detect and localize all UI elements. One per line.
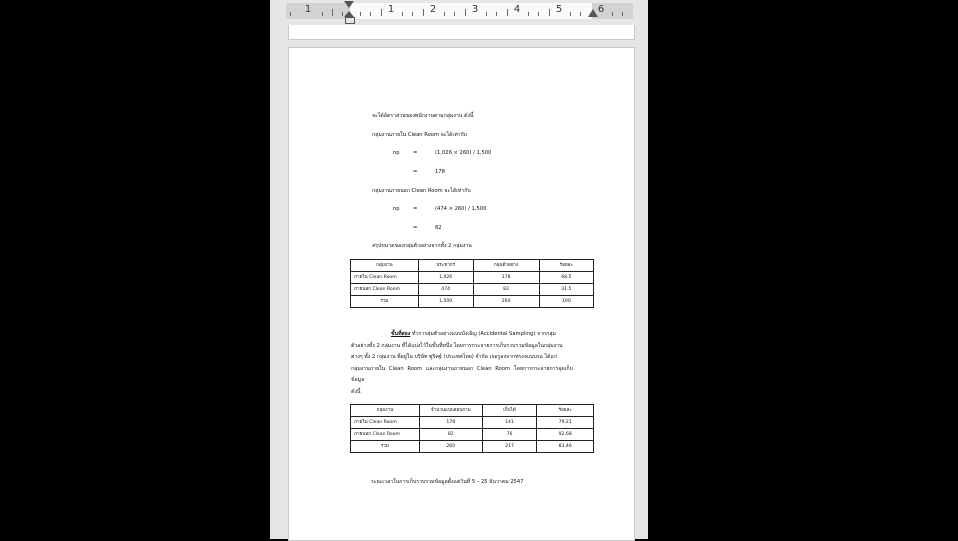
group1-label: กลุ่มงานภายใน Clean Room จะได้เท่ากับ <box>372 132 467 138</box>
table-row <box>351 429 594 441</box>
ruler-tick <box>528 12 529 16</box>
calc1-eq: = <box>413 150 418 156</box>
calc2-formula: (474 × 260) / 1,500 <box>435 206 487 212</box>
stage-two-paragraph <box>351 329 573 398</box>
intro-text: จะได้อัตราส่วนของพนักงานตามกลุ่มงาน ดังนี้ <box>372 113 474 119</box>
collection-period-text: ระยะเวลาในการเก็บรวบรวมข้อมูลตั้งแต่วันที่ 5 – 25 ธันวาคม 2547 <box>371 479 524 485</box>
table-cell: 82 <box>419 429 482 441</box>
table-row <box>351 441 594 453</box>
ruler-tick <box>332 9 333 16</box>
ruler-tick <box>322 12 323 16</box>
table-cell: 82 <box>473 284 539 296</box>
ruler-number: 4 <box>513 4 521 15</box>
ruler-tick <box>486 12 487 16</box>
ruler-tick <box>290 12 291 16</box>
table-header: กลุ่มงาน <box>351 405 420 417</box>
ruler-tick <box>370 12 371 16</box>
ruler-number: 6 <box>597 4 605 15</box>
ruler-tick <box>360 12 361 16</box>
table-cell: 76 <box>482 429 537 441</box>
calc1-result: 178 <box>435 169 445 175</box>
ruler-tick <box>412 12 413 16</box>
table-header: เก็บได้ <box>482 405 537 417</box>
group2-label: กลุ่มงานภายนอก Clean Room จะได้เท่ากับ <box>372 188 471 194</box>
ruler-tick <box>342 12 343 16</box>
table-cell: 178 <box>473 272 539 284</box>
calc1-var: np <box>393 150 400 156</box>
table-cell: 92.68 <box>537 429 594 441</box>
document-page[interactable] <box>288 47 635 541</box>
table-cell: ภายใน Clean Room <box>351 272 419 284</box>
calc2-eq2: = <box>413 225 418 231</box>
calc2-var: np <box>393 206 400 212</box>
ruler-tick <box>381 9 382 16</box>
table-cell: 1,500 <box>418 296 473 308</box>
table-cell: 79.21 <box>537 417 594 429</box>
previous-page-bottom <box>288 25 635 40</box>
table-header: กลุ่มงาน <box>351 260 419 272</box>
ruler-number: 1 <box>387 4 395 15</box>
table-header: กลุ่มตัวอย่าง <box>473 260 539 272</box>
table-header: จำนวนแบบสอบถาม <box>419 405 482 417</box>
table-row <box>351 296 594 308</box>
ruler-tick <box>549 9 550 16</box>
calc1-formula: (1,026 × 260) / 1,500 <box>435 150 492 156</box>
ruler-tick <box>402 12 403 16</box>
ruler-number: 5 <box>555 4 563 15</box>
sample-size-table <box>350 259 594 308</box>
table-cell: ภายใน Clean Room <box>351 417 420 429</box>
ruler-tick <box>465 9 466 16</box>
calc2-result: 82 <box>435 225 442 231</box>
ruler-number: 1 <box>304 4 312 15</box>
ruler-number: 3 <box>471 4 479 15</box>
paragraph-line: ต่างๆ ทั้ง 2 กลุ่มงาน ที่อยู่ใน บริษัท ซูริคฐ์ (ประเทศไทย) จำกัด เจอรูลงจากทรงจแบบรแ ได้แก่ <box>351 354 558 360</box>
ruler-number: 2 <box>429 4 437 15</box>
ruler-tick <box>507 9 508 16</box>
stage-two-heading: ขั้นที่สอง <box>391 331 411 337</box>
table-cell: 100 <box>539 296 593 308</box>
calc1-eq2: = <box>413 169 418 175</box>
questionnaire-table <box>350 404 594 453</box>
table-cell: ภายนอก Clean Room <box>351 284 419 296</box>
table-cell: 31.5 <box>539 284 593 296</box>
paragraph-line: ทำการสุ่มตัวอย่างแบบบังเอิญ (Accidental Sampling) จากกลุ่ม <box>411 331 556 337</box>
table-cell: รวม <box>351 441 420 453</box>
ruler-tick <box>444 12 445 16</box>
calc2-eq: = <box>413 206 418 212</box>
ruler-tick <box>612 12 613 16</box>
ruler-tick <box>580 12 581 16</box>
table-cell: 83.46 <box>537 441 594 453</box>
ruler-tick <box>622 12 623 16</box>
first-line-indent-marker[interactable] <box>344 1 354 8</box>
ruler-tick <box>496 12 497 16</box>
table-cell: 474 <box>418 284 473 296</box>
table-cell: 178 <box>419 417 482 429</box>
table-header-row <box>351 405 594 417</box>
paragraph-line: กลุ่มงานภายใน Clean Room และกลุ่มงานภายนอก Clean Room โดยการกระจายการจุดเก็บข้อมูล <box>351 365 573 383</box>
ruler-tick <box>570 12 571 16</box>
ruler-tick <box>538 12 539 16</box>
table-cell: รวม <box>351 296 419 308</box>
left-indent-marker[interactable] <box>345 17 355 24</box>
table-row <box>351 272 594 284</box>
ruler-tick <box>454 12 455 16</box>
table-cell: 1,026 <box>418 272 473 284</box>
table-header: ร้อยละ <box>537 405 594 417</box>
paragraph-line: ดังนี้ <box>351 388 361 395</box>
table-row <box>351 284 594 296</box>
table-header-row <box>351 260 594 272</box>
right-indent-marker[interactable] <box>588 9 598 17</box>
table-cell: 217 <box>482 441 537 453</box>
horizontal-ruler[interactable] <box>286 3 633 19</box>
table-row <box>351 417 594 429</box>
summary-text: สรุปขนาดของกลุ่มตัวอย่างจากทั้ง 2 กลุ่มงาน <box>372 243 472 249</box>
paragraph-line: ตัวอย่างทั้ง 2 กลุ่มงาน ที่ได้แบ่งไว้ในขั้นที่หนึ่ง โดยการกระจายการเก็บรวบรวมข้อมูลในกลุ่มงาน <box>351 342 563 349</box>
ruler-tick <box>423 9 424 16</box>
table-header: ร้อยละ <box>539 260 593 272</box>
table-cell: 141 <box>482 417 537 429</box>
table-cell: 260 <box>419 441 482 453</box>
table-header: ประชากร <box>418 260 473 272</box>
table-cell: 68.5 <box>539 272 593 284</box>
table-cell: 260 <box>473 296 539 308</box>
table-cell: ภายนอก Clean Room <box>351 429 420 441</box>
